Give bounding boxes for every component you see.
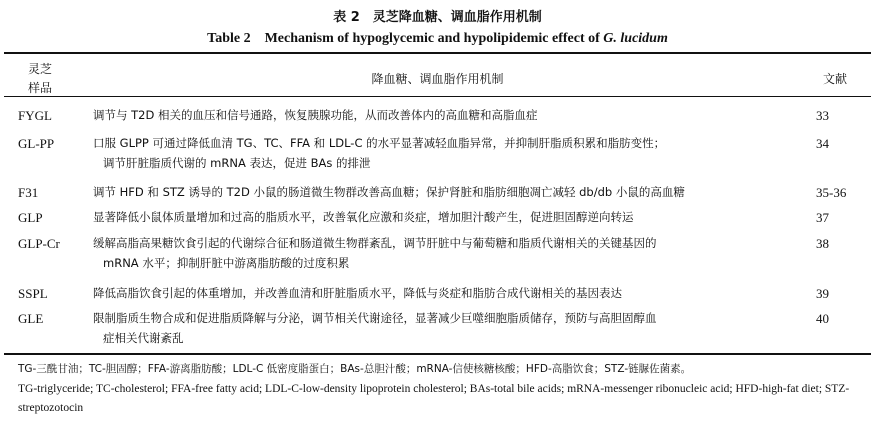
row-mechanism — [93, 105, 805, 125]
row-mechanism-line1: 口服 GLPP 可通过降低血清 TG、TC、FFA 和 LDL-C 的水平显著减轻血脂异常，并抑制肝脂质积累和脂肪变性； — [93, 136, 666, 150]
header-rule — [4, 96, 871, 97]
row-sample: GLP-Cr — [18, 236, 60, 251]
row-reference: 37 — [816, 210, 829, 225]
row-reference: 40 — [816, 311, 829, 326]
row-mechanism — [93, 133, 805, 173]
row-mechanism-line1: 限制脂质生物合成和促进脂质降解与分泌，调节相关代谢途径，显著减少巨噬细胞脂质储存，预防与高胆固醇血 — [93, 311, 657, 325]
row-mechanism — [93, 308, 805, 348]
row-mechanism-line1: 降低高脂饮食引起的体重增加，并改善血清和肝脏脂质水平，降低与炎症和脂肪合成代谢相关的基因表达 — [93, 286, 622, 300]
row-reference: 39 — [816, 286, 829, 301]
header-mechanism: 降血糖、调血脂作用机制 — [371, 72, 504, 86]
row-mechanism-line2: 症相关代谢紊乱 — [103, 331, 184, 345]
row-sample: GLE — [18, 311, 44, 326]
bottom-rule — [4, 353, 871, 355]
row-reference: 33 — [816, 108, 829, 123]
row-mechanism — [93, 283, 805, 303]
row-sample: FYGL — [18, 108, 52, 123]
row-mechanism — [93, 182, 805, 202]
footnote-english: TG-triglyceride; TC-cholesterol; FFA-free fatty acid; LDL-C-low-density lipoprotein cholesterol; BAs-total bile acids; mRNA-messenger ribonucleic acid; HFD-high-fat diet; STZ-streptozotocin — [18, 383, 850, 414]
row-sample: GLP — [18, 210, 43, 225]
row-mechanism — [93, 233, 805, 273]
row-mechanism-line2: mRNA 水平；抑制肝脏中游离脂肪酸的过度积累 — [103, 256, 350, 270]
row-mechanism — [93, 207, 805, 227]
header-reference: 文献 — [822, 72, 847, 86]
footnote-chinese: TG-三酰甘油；TC-胆固醇；FFA-游离脂肪酸；LDL-C 低密度脂蛋白；BAs-总胆汁酸；mRNA-信使核糖核酸；HFD-高脂饮食；STZ-链脲佐菌素。 — [18, 363, 692, 375]
species-name: G. lucidum — [603, 31, 668, 46]
row-mechanism-line2: 调节肝脏脂质代谢的 mRNA 表达，促进 BAs 的排泄 — [103, 156, 371, 170]
row-reference: 34 — [816, 136, 829, 151]
row-mechanism-line1: 显著降低小鼠体质量增加和过高的脂质水平，改善氧化应激和炎症，增加胆汁酸产生，促进胆固醇逆向转运 — [93, 210, 634, 224]
table-title-chinese: 表 2 灵芝降血糖、调血脂作用机制 — [333, 10, 542, 25]
table-title-english — [0, 27, 875, 47]
table-title-english-text: Table 2 Mechanism of hypoglycemic and hypolipidemic effect of — [207, 31, 604, 46]
top-rule — [4, 52, 871, 54]
row-sample: SSPL — [18, 286, 48, 301]
row-mechanism-line1: 调节 HFD 和 STZ 诱导的 T2D 小鼠的肠道微生物群改善高血糖；保护肾脏和脂肪细胞凋亡减轻 db/db 小鼠的高血糖 — [93, 185, 685, 199]
row-sample: F31 — [18, 185, 39, 200]
header-sample-line2: 样品 — [27, 81, 52, 95]
row-reference: 38 — [816, 236, 829, 251]
row-mechanism-line1: 缓解高脂高果糖饮食引起的代谢综合征和肠道微生物群紊乱，调节肝脏中与葡萄糖和脂质代谢相关的关键基因的 — [93, 236, 657, 250]
row-mechanism-line1: 调节与 T2D 相关的血压和信号通路，恢复胰腺功能，从而改善体内的高血糖和高脂血症 — [93, 108, 538, 122]
header-sample-line1: 灵芝 — [27, 62, 52, 76]
row-reference: 35-36 — [816, 185, 847, 200]
row-sample: GL-PP — [18, 136, 55, 151]
